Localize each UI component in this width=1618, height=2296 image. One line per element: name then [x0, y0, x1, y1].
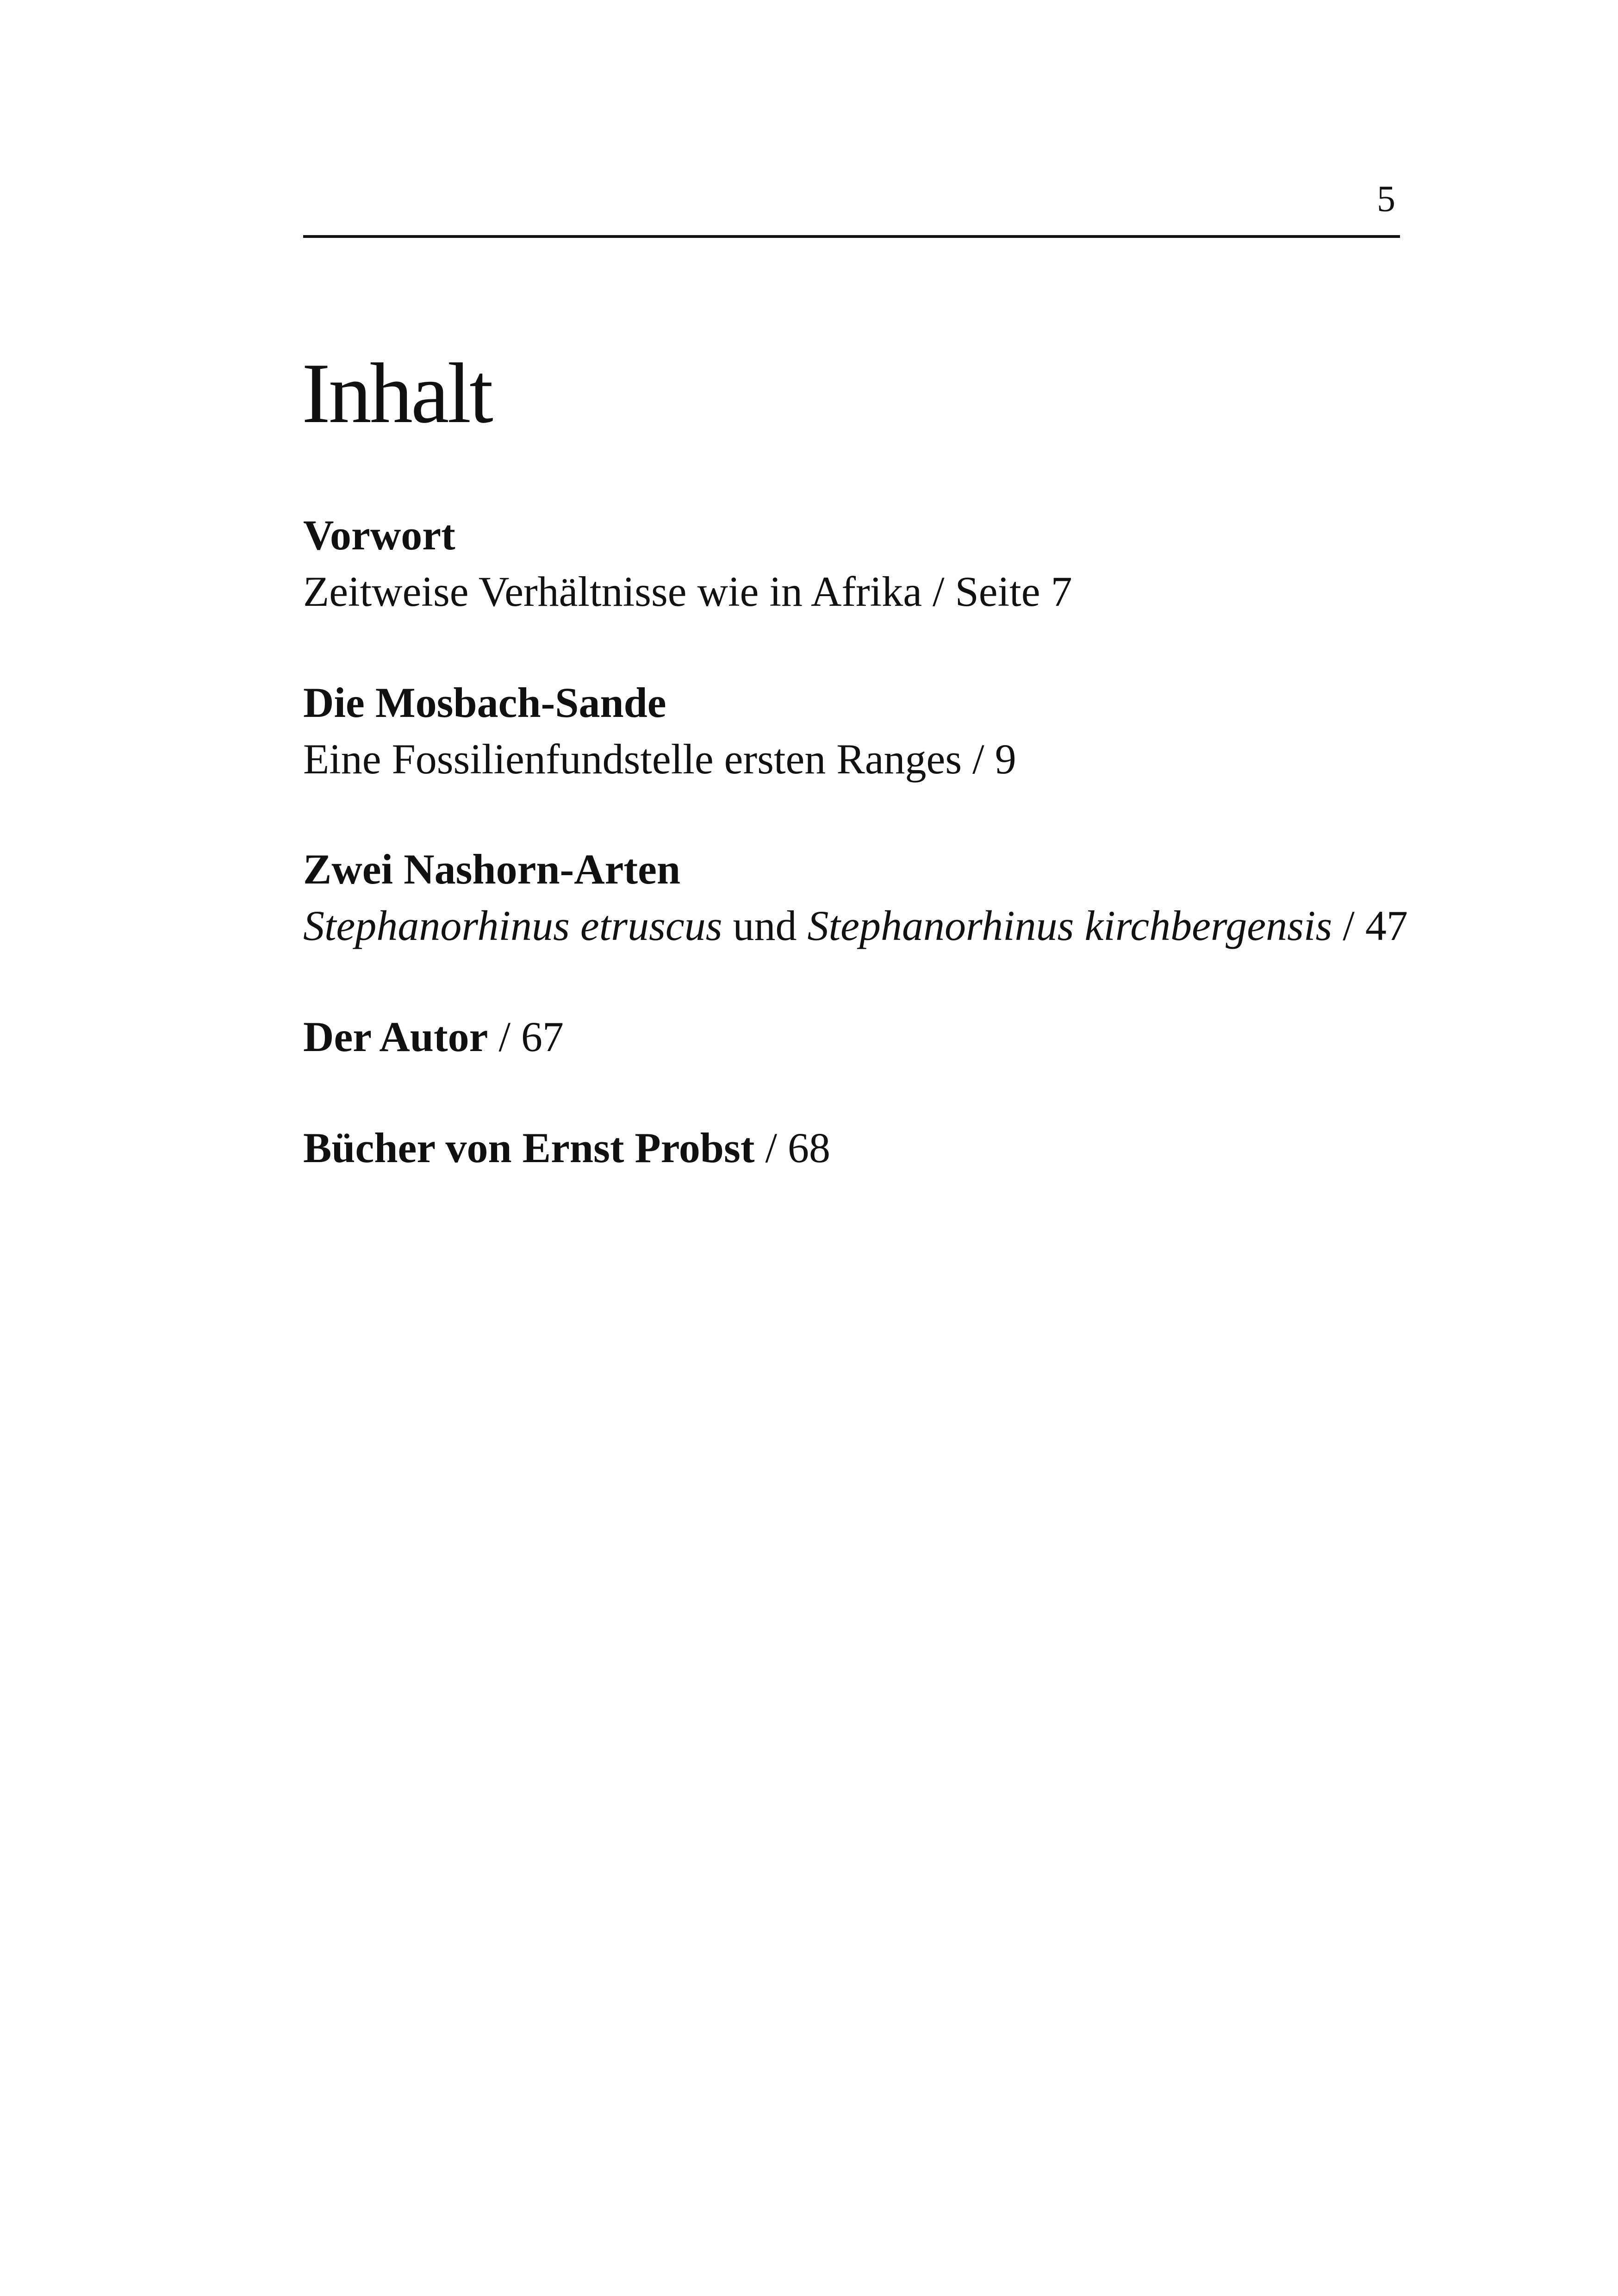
toc-entry-vorwort [303, 507, 1414, 620]
toc-entry-heading: Die Mosbach-Sande [303, 679, 666, 726]
toc-entry-mosbach [303, 674, 1414, 787]
toc-entry-autor [303, 1008, 1414, 1065]
connector-text: und [722, 902, 808, 949]
toc-page-ref: / 68 [754, 1124, 831, 1171]
species-name: Stephanorhinus kirchbergensis [807, 902, 1332, 949]
page-header [303, 176, 1400, 241]
species-name: Stephanorhinus etruscus [303, 902, 722, 949]
toc-entry-heading: Der Autor [303, 1013, 488, 1060]
toc-entry-subtitle [303, 897, 1414, 954]
toc-entry-heading: Zwei Nashorn-Arten [303, 846, 681, 893]
page-number: 5 [1377, 179, 1395, 219]
toc-entry-subtitle: Zeitweise Verhältnisse wie in Afrika / Seite 7 [303, 568, 1072, 615]
toc-entry-heading: Vorwort [303, 511, 455, 559]
table-of-contents [303, 507, 1414, 1176]
toc-page-ref: / 47 [1332, 902, 1408, 949]
toc-entry-subtitle: Eine Fossilienfundstelle ersten Ranges / 9 [303, 735, 1016, 783]
page-title: Inhalt [302, 346, 492, 441]
toc-entry-nashorn [303, 841, 1414, 954]
toc-entry-heading: Bücher von Ernst Probst [303, 1124, 755, 1171]
toc-entry-buecher [303, 1120, 1414, 1176]
toc-page-ref: / 67 [488, 1013, 564, 1060]
header-rule [303, 235, 1400, 238]
